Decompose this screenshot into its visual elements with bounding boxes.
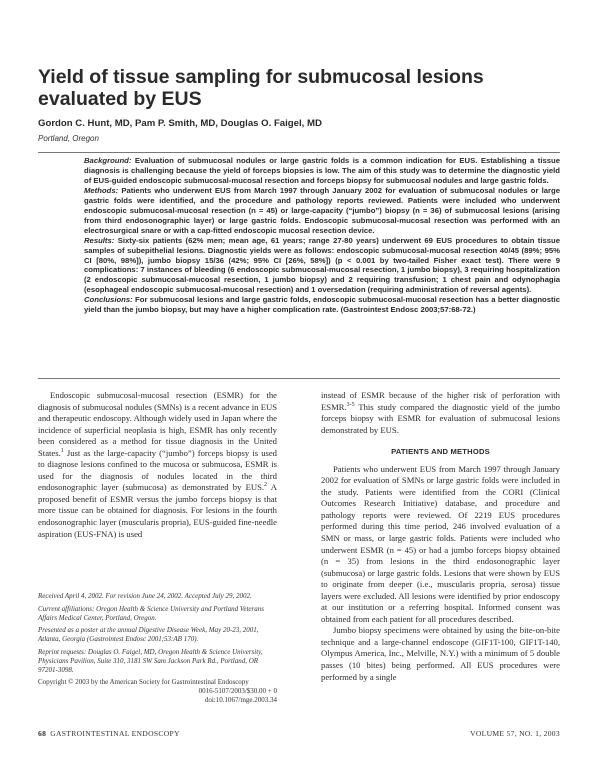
article-title: Yield of tissue sampling for submucosal lesions evaluated by EUS (38, 66, 484, 110)
page-number: 68 (38, 729, 47, 738)
body-column-left (38, 390, 277, 540)
journal-code: 0016-5107/2003/$30.00 + 0 (198, 687, 277, 696)
abstract-methods-label: Methods: (84, 185, 119, 195)
intro-continued (321, 390, 560, 436)
intro-text-2: Just as the large-capacity (“jumbo”) forceps biopsy is used to diagnose lesions confined to the mucosa or submucosa, ESMR is used for the diagnosis of nodules located in the third endosonographic layer (submucosa) as demonstrated by EUS. (38, 447, 277, 493)
article-notes (38, 592, 277, 705)
abstract-methods-text: Patients who underwent EUS from March 1997 through January 2002 for evaluation of submucosal nodules or large gastric folds were identified, and the procedure and pathology reports reviewed. Patients were included who underwent endoscopic submucosal-mucosal resection (n = 45) or large-capacity (“jumbo”) biopsy (n = 36) of submucosal lesions (arising from third endosonographic layer) or large gastric folds. Endoscopic submucosal-mucosal resection was performed with an electrosurgical snare or with a cap-fitted endoscopic mucosal resection device. (84, 185, 560, 235)
received-note: Received April 4, 2002. For revision June 24, 2002. Accepted July 29, 2002. (38, 592, 252, 600)
abstract-conclusions-text: For submucosal lesions and large gastric folds, endoscopic submucosal-mucosal resection has a better diagnostic yield than the jumbo biopsy, but may have a higher complication rate. (Gastrointest Endosc 2003;57:68-72.) (84, 295, 560, 315)
author-list: Gordon C. Hunt, MD, Pam P. Smith, MD, Douglas O. Faigel, MD (38, 118, 322, 129)
abstract-background (84, 156, 560, 186)
abstract (84, 156, 560, 315)
abstract-conclusions (84, 295, 560, 315)
journal-name: GASTROINTESTINAL ENDOSCOPY (50, 729, 180, 738)
abstract-bottom-rule (38, 378, 560, 379)
footer-journal (38, 729, 180, 738)
section-heading: PATIENTS AND METHODS (391, 447, 490, 457)
abstract-methods (84, 186, 560, 236)
methods-paragraph-1: Patients who underwent EUS from March 1997 through January 2002 for evaluation of SMNs or large gastric folds were included in the study. Patients were identified from the CORI (Clinical Outcomes Research Initiative) database, and procedure and pathology reports were reviewed. Of 2219 EUS procedures performed during this time period, 246 involved evaluation of a SMN or mass, or large gastric folds. Patients were included who underwent ESMR (n = 45) or had a jumbo forceps biopsy obtained (n = 35) from lesions in the third endosonographic layer (submucosa) or large gastric folds. Lesions that were shown by EUS to originate from deeper (i.e., muscularis propria, serosa) tissue layers were excluded. All lesions were identified by prior endoscopy at our institution or a referring hospital. Informed consent was obtained from each patient for all procedures described. (321, 463, 560, 624)
intro-text-3: A proposed benefit of ESMR versus the jumbo forceps biopsy is that more tissue can be obtained for diagnosis. For lesions in the fourth endosonographic layer (muscularis propria), EUS-guided fine-needle aspiration (EUS-FNA) is used (38, 482, 277, 539)
abstract-conclusions-label: Conclusions: (84, 295, 133, 305)
abstract-results-label: Results: (84, 235, 115, 245)
intro-text-1: Endoscopic submucosal-mucosal resection (ESMR) for the diagnosis of submucosal nodules (SMNs) is a recent advance in EUS and therapeutic endoscopy. Although widely used in Japan where the incidence of superficial neoplasia is high, ESMR has only recently been considered as a method for tissue diagnosis in the United States. (38, 390, 277, 458)
footer-volume: VOLUME 57, NO. 1, 2003 (470, 729, 560, 738)
author-affiliation: Portland, Oregon (38, 134, 99, 143)
methods-paragraph-2: Jumbo biopsy specimens were obtained by using the bite-on-bite technique and a large-channel endoscope (GIF1T-100, GIF1T-140, Olympus America, Inc., Melville, N.Y.) with a minimum of 5 double passes (10 bites) being performed. All EUS procedures were performed by a single (321, 625, 560, 682)
abstract-results (84, 236, 560, 296)
doi: doi:10.1067/mge.2003.34 (204, 695, 277, 704)
presented-note: Presented as a poster at the annual Digestive Disease Week, May 20-23, 2001, Atlanta, Georgia (Gastrointest Endosc 2001;53:AB 170). (38, 626, 259, 644)
reference-3: 3-5 (346, 401, 355, 408)
copyright-note: Copyright © 2003 by the American Society for Gastrointestinal Endoscopy (38, 678, 249, 687)
reference-1: 1 (60, 447, 64, 454)
abstract-top-rule (38, 152, 560, 153)
reprint-note: Reprint requests: Douglas O. Faigel, MD, Oregon Health & Science University, Physicians Pavilion, Suite 310, 3181 SW Sam Jackson Park Rd., Portland, OR 97201-3098. (38, 647, 263, 674)
abstract-background-label: Background: (84, 156, 132, 165)
intro-continued-text-1: instead of ESMR because of the higher risk of perforation with ESMR. (321, 390, 560, 412)
intro-continued-text-2: This study compared the diagnostic yield of the jumbo forceps biopsy with ESMR for evaluation of submucosal lesions demonstrated by EUS. (321, 401, 560, 435)
intro-paragraph (38, 390, 277, 540)
affiliations-note: Current affiliations: Oregon Health & Science University and Portland Veterans Affairs Medical Center, Portland, Oregon. (38, 604, 264, 622)
abstract-background-text: Evaluation of submucosal nodules or large gastric folds is a common indication for EUS. Establishing a tissue diagnosis is challenging because the yield of forceps biopsies is low. The aim of this study was to determine the diagnostic yield of EUS-guided endoscopic submucosal-mucosal resection and forceps biopsy for submucosal nodules and large gastric folds. (84, 156, 560, 185)
abstract-results-text: Sixty-six patients (62% men; mean age, 61 years; range 27-80 years) underwent 69 EUS procedures to obtain tissue samples of subepithelial lesions. Diagnostic yields were as follows: endoscopic submucosal-mucosal resection 40/45 (89%; 95% CI [80%, 98%]), jumbo biopsy 15/36 (42%; 95% CI [26%, 58%]) (p < 0.001 by two-tailed Fisher exact test). There were 9 complications: 7 instances of bleeding (6 endoscopic submucosal-mucosal resection, 1 jumbo biopsy), 3 requiring hospitalization (2 endoscopic submucosal-mucosal resection, 1 jumbo biopsy) and 2 requiring transfusion; 1 chest pain and odynophagia (esophageal endoscopic submucosal-mucosal resection) and 1 oversedation (requiring administration of reversal agents). (84, 235, 560, 295)
body-column-right (321, 390, 560, 683)
reference-2: 2 (264, 482, 268, 489)
